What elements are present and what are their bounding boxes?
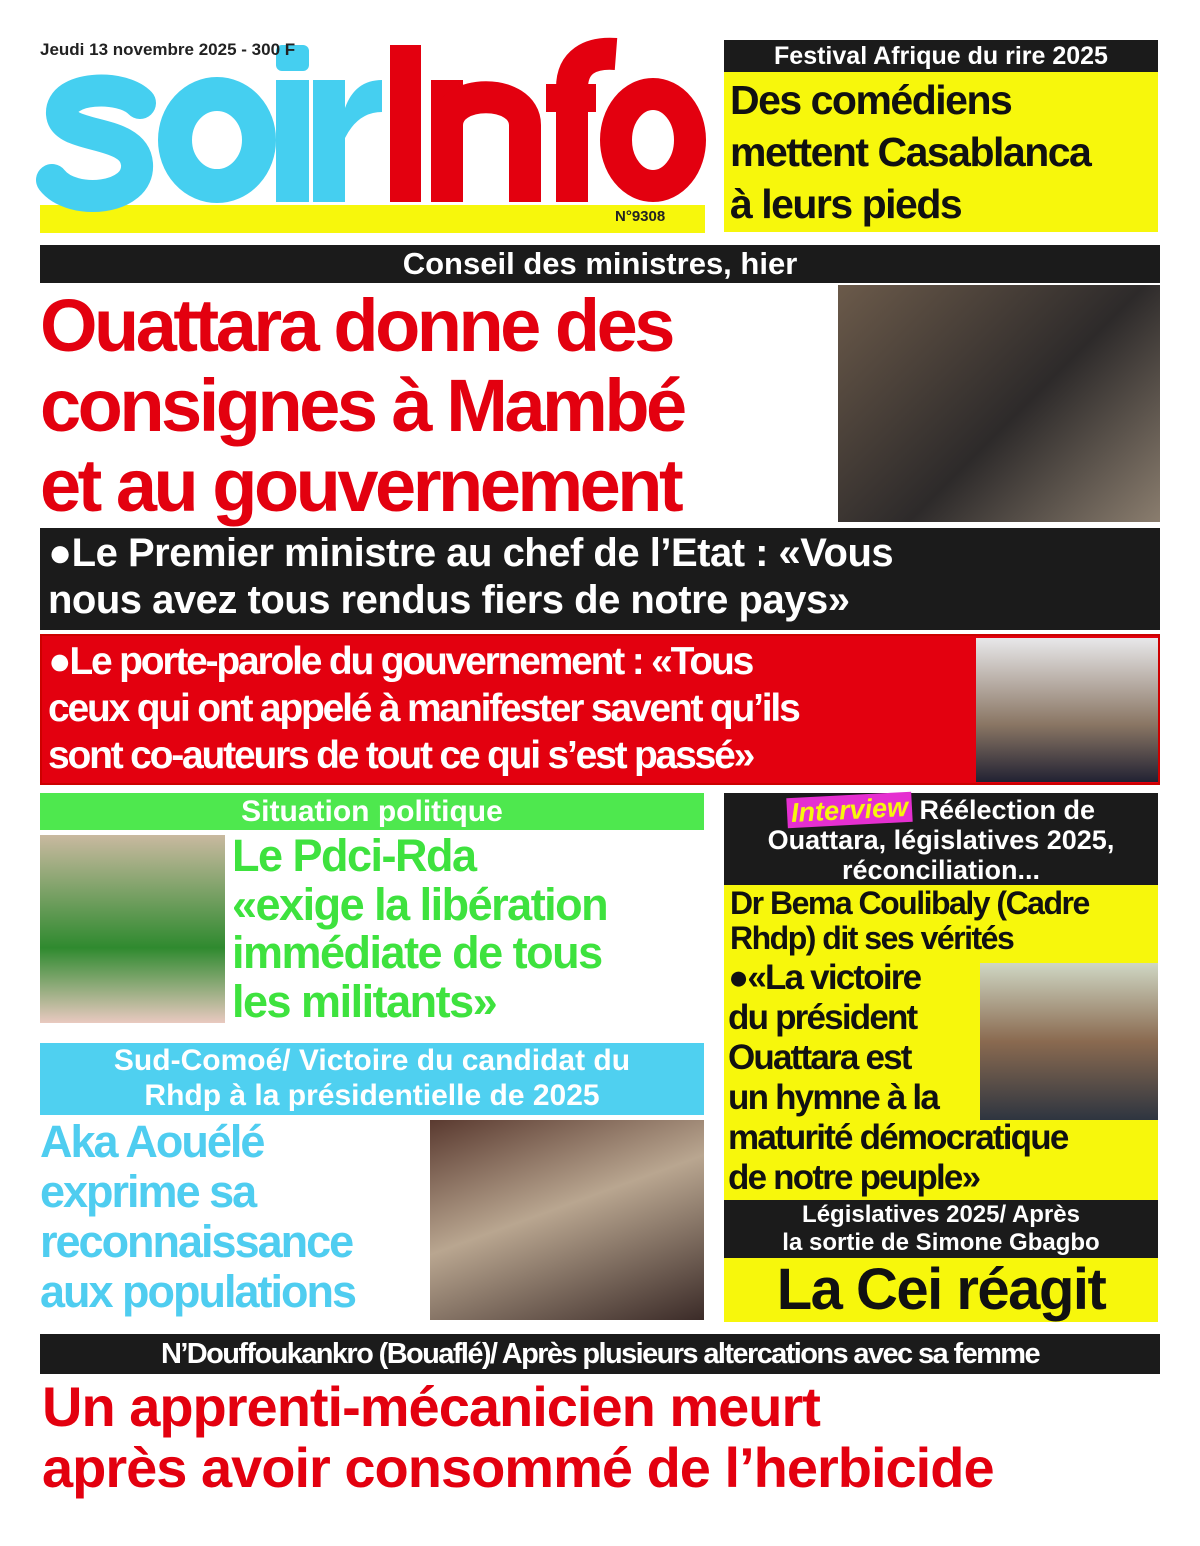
sudcomoe-kicker bbox=[40, 1043, 704, 1115]
headline-line: immédiate de tous bbox=[232, 927, 602, 978]
headline-line: Rhdp) dit ses vérités bbox=[730, 920, 1014, 956]
text-line: nous avez tous rendus fiers de notre pays» bbox=[48, 578, 850, 622]
headline-line: consignes à Mambé bbox=[40, 364, 684, 447]
text-line: maturité démocratique bbox=[728, 1118, 1068, 1157]
spokesman-photo bbox=[976, 638, 1158, 782]
headline-line: mettent Casablanca bbox=[730, 129, 1091, 175]
sudcomoe-photo bbox=[430, 1120, 704, 1320]
headline-line: à leurs pieds bbox=[730, 181, 962, 227]
headline-line: «exige la libération bbox=[232, 878, 608, 930]
lead-headline[interactable] bbox=[40, 286, 840, 526]
headline-line: Un apprenti-mécanicien meurt bbox=[42, 1375, 820, 1438]
headline-line: reconnaissance bbox=[40, 1216, 353, 1267]
festival-headline[interactable] bbox=[724, 72, 1158, 232]
interview-badge: Interview bbox=[786, 792, 912, 829]
logo-info bbox=[390, 45, 690, 202]
issue-number: N°9308 bbox=[615, 208, 666, 225]
date-price: Jeudi 13 novembre 2025 - 300 F bbox=[40, 40, 296, 59]
text-line: Sud-Comoé/ Victoire du candidat du bbox=[113, 1044, 631, 1077]
bottom-headline[interactable] bbox=[42, 1376, 1162, 1498]
festival-kicker: Festival Afrique du rire 2025 bbox=[724, 40, 1158, 72]
cei-headline[interactable]: La Cei réagit bbox=[724, 1258, 1158, 1322]
headline-line: après avoir consommé de l’herbicide bbox=[42, 1436, 994, 1499]
pdci-kicker: Situation politique bbox=[40, 793, 704, 830]
text-line: ●Le porte-parole du gouvernement : «Tous bbox=[48, 640, 753, 683]
text-line: un hymne à la bbox=[728, 1078, 938, 1117]
headline-line: Dr Bema Coulibaly (Cadre bbox=[730, 885, 1089, 921]
text-line: Ouattara, législatives 2025, bbox=[767, 825, 1115, 855]
text-line: ceux qui ont appelé à manifester savent qu’ils bbox=[48, 687, 799, 730]
headline-line: les militants» bbox=[232, 975, 497, 1027]
bottom-kicker: N’Douffoukankro (Bouaflé)/ Après plusieurs altercations avec sa femme bbox=[40, 1334, 1160, 1374]
text-line: ●«La victoire bbox=[728, 958, 921, 997]
text-line: ●Le Premier ministre au chef de l’Etat : «Vous bbox=[48, 531, 894, 575]
logo-soir bbox=[52, 45, 382, 202]
headline-line: Des comédiens bbox=[730, 77, 1012, 123]
text-line: Rhdp à la présidentielle de 2025 bbox=[144, 1079, 600, 1112]
sudcomoe-headline[interactable] bbox=[40, 1117, 430, 1317]
lead-kicker: Conseil des ministres, hier bbox=[40, 245, 1160, 283]
text-line: la sortie de Simone Gbagbo bbox=[782, 1229, 1100, 1256]
text-line: Réélection de bbox=[919, 795, 1096, 825]
interview-headline bbox=[730, 886, 1089, 956]
logo bbox=[0, 0, 720, 240]
text-line: réconciliation... bbox=[841, 855, 1041, 885]
interview-kicker bbox=[724, 793, 1158, 885]
text-line: Ouattara est bbox=[728, 1038, 911, 1077]
pdci-headline[interactable] bbox=[232, 832, 707, 1026]
headline-line: aux populations bbox=[40, 1266, 356, 1317]
lead-photo bbox=[838, 285, 1160, 522]
headline-line: Aka Aouélé bbox=[40, 1116, 264, 1167]
text-line: de notre peuple» bbox=[728, 1158, 980, 1197]
cei-kicker bbox=[724, 1200, 1158, 1258]
interview-quote bbox=[728, 958, 1068, 1198]
text-line: sont co-auteurs de tout ce qui s’est passé» bbox=[48, 734, 754, 777]
lead-bullet-1 bbox=[40, 528, 1160, 630]
headline-line: et au gouvernement bbox=[40, 444, 681, 527]
pdci-photo bbox=[40, 835, 225, 1023]
headline-line: exprime sa bbox=[40, 1166, 256, 1217]
headline-line: Ouattara donne des bbox=[40, 284, 672, 367]
text-line: du président bbox=[728, 998, 917, 1037]
headline-line: Le Pdci-Rda bbox=[232, 830, 476, 881]
text-line: Législatives 2025/ Après bbox=[802, 1201, 1080, 1228]
